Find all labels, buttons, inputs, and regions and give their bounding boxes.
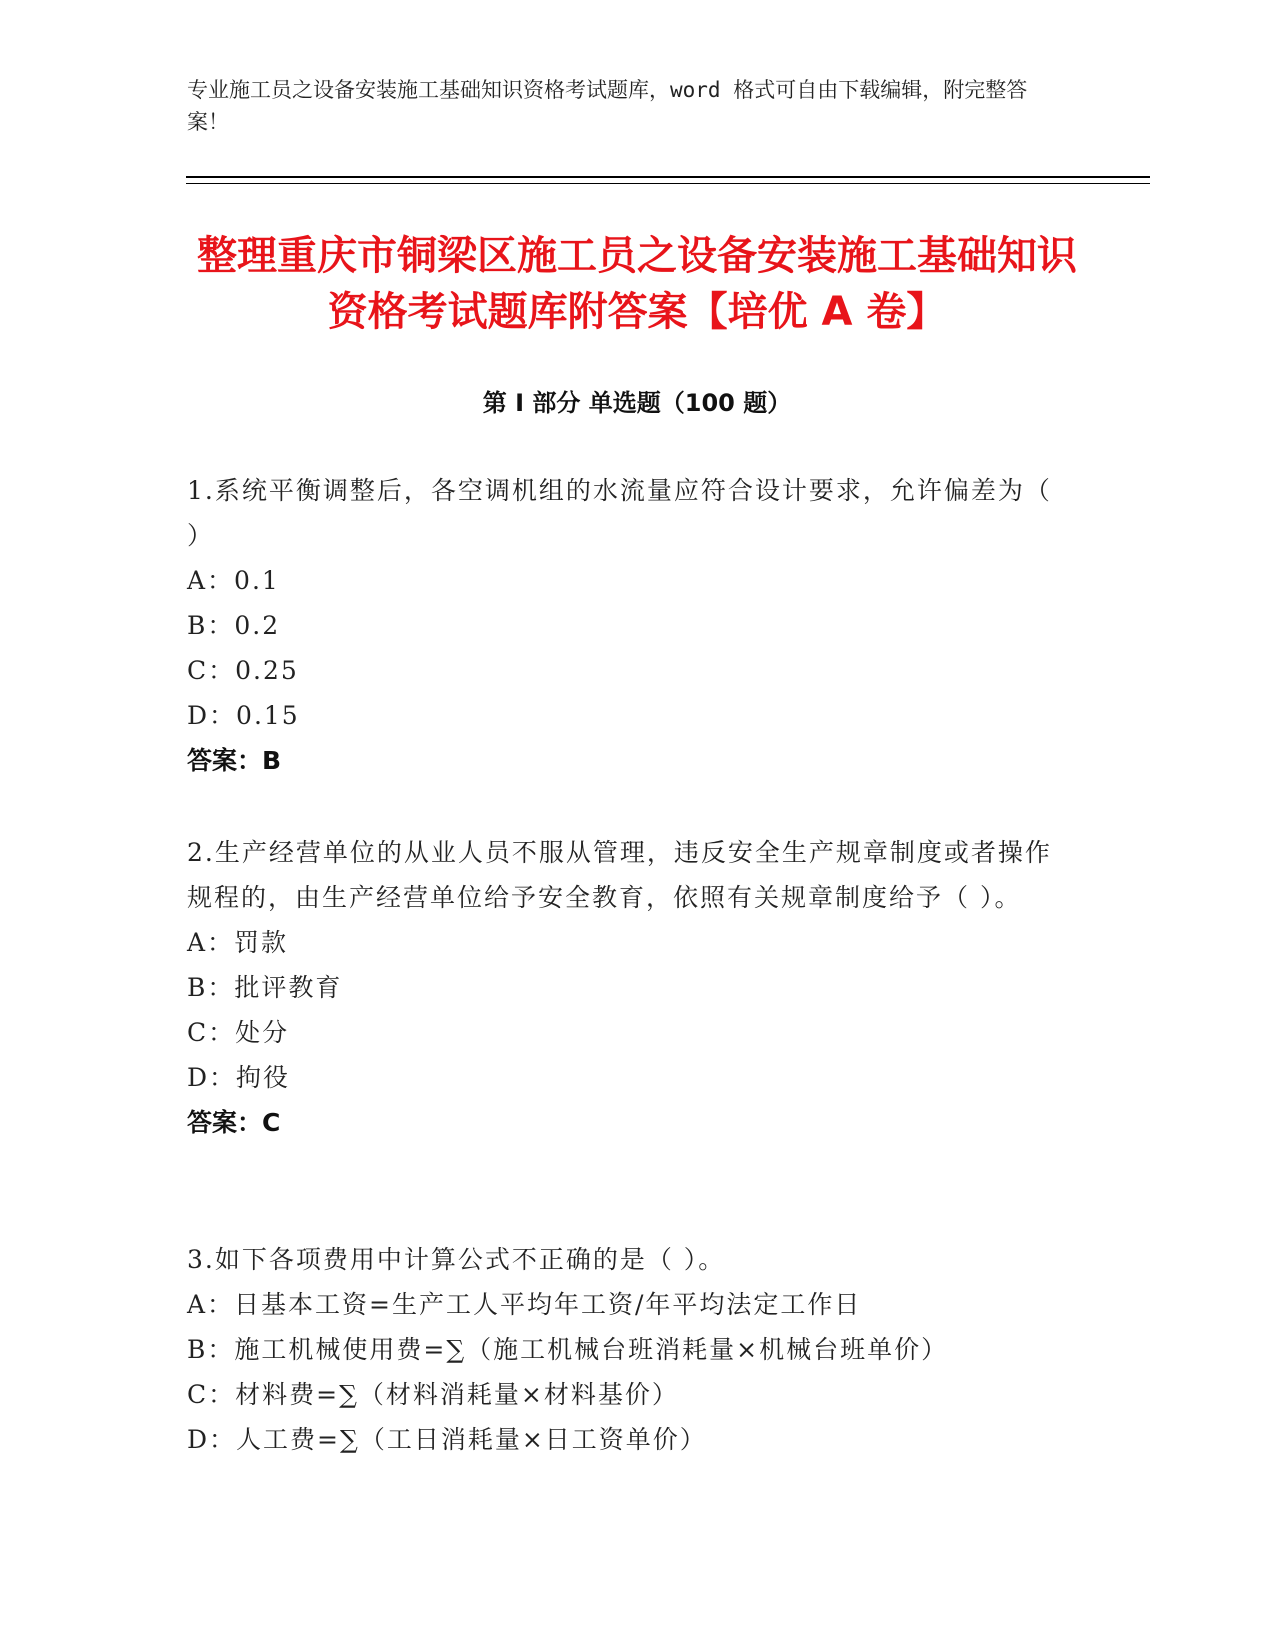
option-a: A：罚款	[187, 928, 289, 957]
document-title: 整理重庆市铜梁区施工员之设备安装施工基础知识资格考试题库附答案【培优 A 卷】	[197, 233, 1077, 335]
option-d: D：拘役	[187, 1063, 291, 1092]
option-b: B：批评教育	[187, 973, 343, 1002]
option-a: A：日基本工资=生产工人平均年工资/年平均法定工作日	[187, 1290, 862, 1319]
answer: 答案：B	[187, 746, 282, 775]
option-b: B：0.2	[187, 611, 281, 640]
question-2	[187, 830, 1067, 1145]
answer: 答案：C	[187, 1108, 281, 1137]
question-stem: 3.如下各项费用中计算公式不正确的是（ ）。	[187, 1245, 726, 1274]
header-note: 专业施工员之设备安装施工基础知识资格考试题库，word 格式可自由下载编辑，附完整答案！	[187, 78, 1028, 134]
option-c: C：材料费=∑（材料消耗量×材料基价）	[187, 1380, 679, 1409]
option-c: C：处分	[187, 1018, 290, 1047]
option-a: A：0.1	[187, 566, 280, 595]
question-stem: 1.系统平衡调整后，各空调机组的水流量应符合设计要求，允许偏差为（ ）	[187, 476, 1052, 550]
header-divider-thick	[186, 176, 1150, 178]
option-d: D：0.15	[187, 701, 300, 730]
question-stem: 2.生产经营单位的从业人员不服从管理，违反安全生产规章制度或者操作规程的，由生产经营单位给予安全教育，依照有关规章制度给予（ ）。	[187, 838, 1052, 912]
option-b: B：施工机械使用费=∑（施工机械台班消耗量×机械台班单价）	[187, 1335, 949, 1364]
question-1	[187, 468, 1067, 783]
section-heading: 第 I 部分 单选题（100 题）	[482, 389, 792, 417]
option-c: C：0.25	[187, 656, 299, 685]
option-d: D：人工费=∑（工日消耗量×日工资单价）	[187, 1425, 707, 1454]
question-3	[187, 1237, 1067, 1462]
header-divider-thin	[186, 183, 1150, 184]
